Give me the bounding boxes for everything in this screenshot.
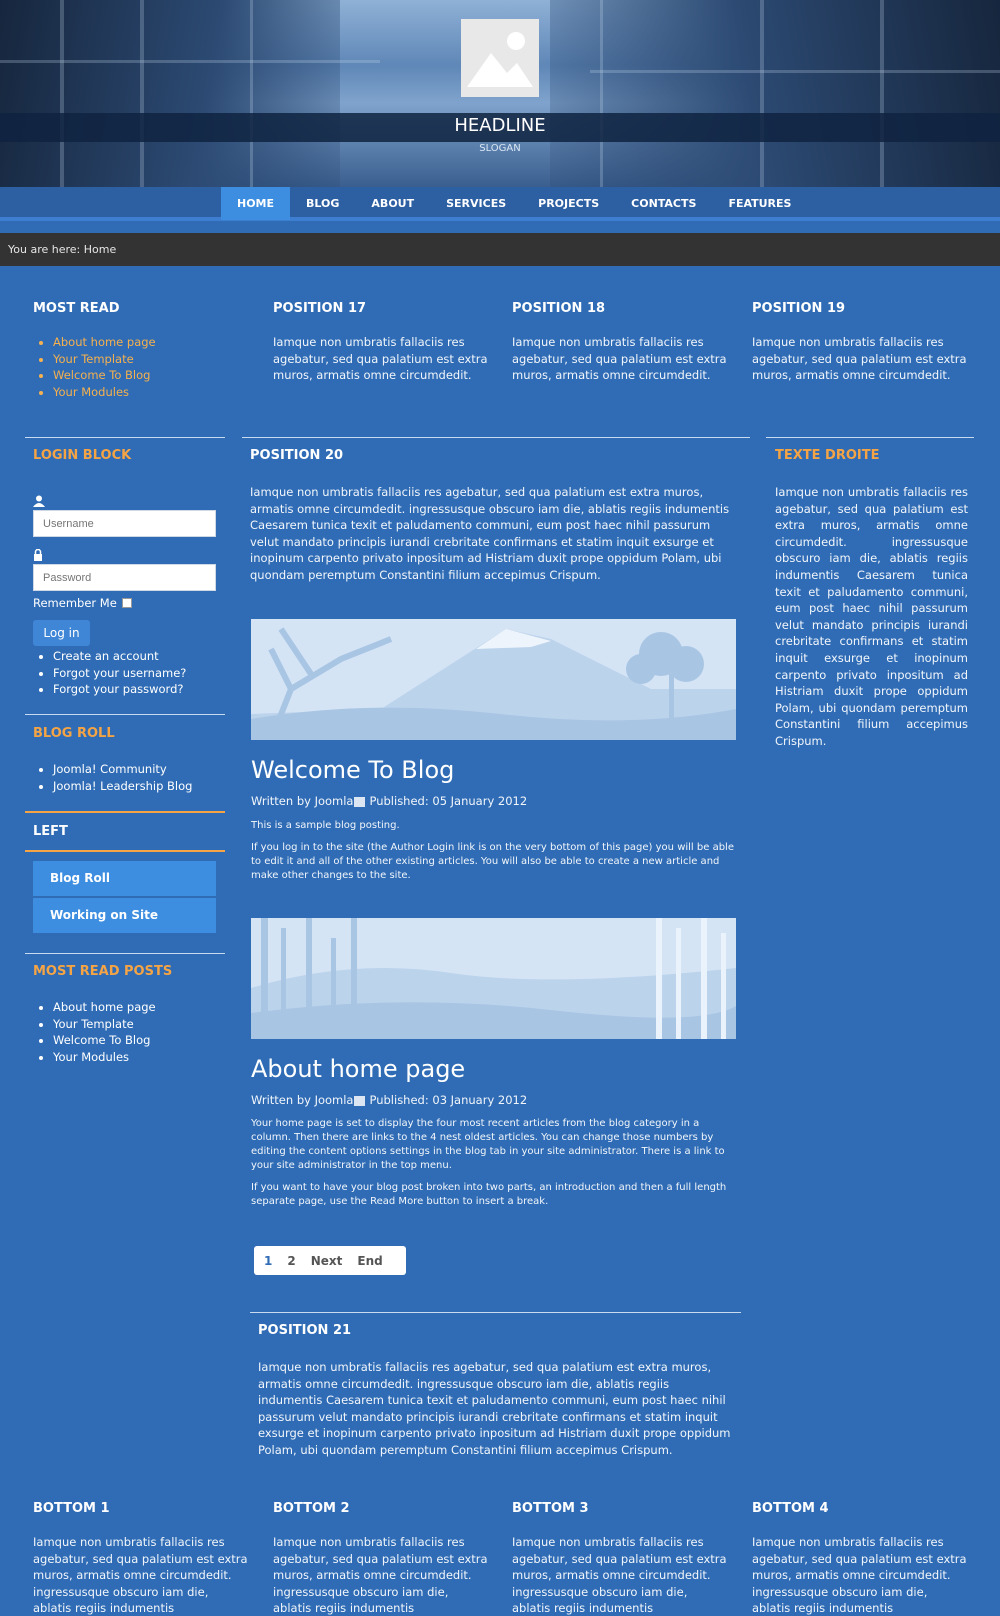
pagination — [254, 1246, 406, 1275]
bottom-1-text: Iamque non umbratis fallaciis res agebatur, sed qua palatium est extra muros, armatis omne circumdedit. ingressusque obscuro iam die, ablatis regiis indumentis — [33, 1535, 248, 1616]
nav-services[interactable]: SERVICES — [446, 197, 507, 210]
blog-roll-list — [33, 761, 192, 794]
remember-me-checkbox[interactable] — [122, 598, 132, 608]
divider — [25, 811, 225, 813]
texte-droite-title: TEXTE DROITE — [775, 448, 880, 463]
list-item[interactable]: • Your Modules — [53, 384, 248, 401]
position-21-title: POSITION 21 — [258, 1323, 352, 1338]
frame-line — [250, 0, 253, 187]
nav-projects[interactable]: PROJECTS — [538, 197, 600, 210]
username-input[interactable] — [33, 510, 216, 537]
divider — [25, 850, 225, 852]
position-20-text: Iamque non umbratis fallaciis res agebatur, sed qua palatium est extra muros, armatis omne circumdedit. ingressusque obscuro iam die, ablatis regiis indumentis Caesarem tunica texit et paludamento communi, eum post haec nihil passurum velut mandato principis iurandi crebritate confirmans et statim inquit exsurge et inopinum carpento privato inpositum ad Histriam duxit prope oppidum Polam, ubi quondam peremptum Constantini filium accepimus Crispum. — [250, 485, 730, 582]
main-nav — [0, 187, 1000, 221]
divider — [766, 437, 974, 438]
frame-line — [760, 0, 764, 187]
list-item[interactable]: • Welcome To Blog — [53, 367, 248, 384]
article-image-mountain[interactable] — [251, 619, 736, 740]
most-read-posts-title: MOST READ POSTS — [33, 964, 173, 979]
article-byline — [251, 794, 527, 808]
article-author: Written by Joomla — [251, 1093, 354, 1107]
position-17-text: Iamque non umbratis fallaciis res agebatur, sed qua palatium est extra muros, armatis omne circumdedit. — [273, 335, 488, 383]
password-input[interactable] — [33, 564, 216, 591]
breadcrumb: You are here: Home — [0, 233, 1000, 266]
article-author: Written by Joomla — [251, 794, 354, 808]
article-byline — [251, 1093, 527, 1107]
divider — [250, 1312, 741, 1313]
list-item[interactable]: • About home page — [53, 999, 156, 1016]
bottom-2-text: Iamque non umbratis fallaciis res agebatur, sed qua palatium est extra muros, armatis omne circumdedit. ingressusque obscuro iam die, ablatis regiis indumentis — [273, 1535, 488, 1616]
position-18-title: POSITION 18 — [512, 301, 606, 316]
list-item[interactable]: • Your Template — [53, 1016, 156, 1033]
create-account-link[interactable]: • Create an account — [53, 648, 186, 665]
position-19-text: Iamque non umbratis fallaciis res agebatur, sed qua palatium est extra muros, armatis omne circumdedit. — [752, 335, 967, 383]
position-17-title: POSITION 17 — [273, 301, 367, 316]
remember-me-row — [33, 596, 132, 610]
frame-line — [600, 0, 603, 187]
article-paragraph: This is a sample blog posting. — [251, 820, 400, 831]
login-links — [33, 648, 186, 698]
position-18-module — [512, 301, 727, 384]
login-block-title: LOGIN BLOCK — [33, 448, 132, 463]
nav-home[interactable]: HOME — [221, 187, 290, 220]
frame-line — [0, 60, 380, 63]
bottom-1-module — [33, 1501, 248, 1616]
bottom-4-text: Iamque non umbratis fallaciis res agebatur, sed qua palatium est extra muros, armatis omne circumdedit. ingressusque obscuro iam die, ablatis regiis indumentis — [752, 1535, 967, 1616]
article-paragraph: If you want to have your blog post broken into two parts, an introduction and then a full length separate page, use the Read More button to insert a break. — [251, 1182, 727, 1207]
header-banner — [0, 0, 1000, 187]
divider — [242, 437, 750, 438]
position-20-title: POSITION 20 — [250, 448, 344, 463]
article-paragraph: Your home page is set to display the four most recent articles from the blog category in a column. Then there are links to the 4 nest oldest articles. You can change those numbers by editing the content options settings in the blog tab in your site administrator. There is a link to your site administrator in the top menu. — [251, 1118, 725, 1171]
bottom-2-module — [273, 1501, 488, 1616]
position-18-text: Iamque non umbratis fallaciis res agebatur, sed qua palatium est extra muros, armatis omne circumdedit. — [512, 335, 727, 383]
remember-me-label: Remember Me — [33, 596, 117, 610]
divider — [25, 714, 225, 715]
article-paragraph: If you log in to the site (the Author Login link is on the very bottom of this page) you will be able to edit it and all of the other existing articles. You will also be able to create a new article and make other changes to the site. — [251, 842, 734, 881]
divider — [25, 953, 225, 954]
bottom-3-title: BOTTOM 3 — [512, 1501, 589, 1516]
texte-droite-text: Iamque non umbratis fallaciis res agebatur, sed qua palatium est extra muros, armatis omne circumdedit. ingressusque obscuro iam die, ablatis regiis indumentis Caesarem tunica texit et paludamento communi, eum post haec nihil passurum velut mandato principis iurandi crebritate confirmans et statim inquit exsurge et inopinum carpento privato inpositum ad Histriam duxit prope oppidum Polam, ubi quondam peremptum Constantini filium accepimus Crispum. — [775, 485, 968, 748]
bamboo-landscape-icon — [251, 918, 736, 1039]
bottom-2-title: BOTTOM 2 — [273, 1501, 350, 1516]
site-slogan: SLOGAN — [479, 143, 521, 154]
nav-contacts[interactable]: CONTACTS — [631, 197, 697, 210]
blog-roll-title: BLOG ROLL — [33, 726, 115, 741]
menu-item-working-on-site[interactable]: Working on Site — [33, 898, 216, 933]
page-1-link[interactable]: 1 — [264, 1253, 273, 1268]
building-left — [0, 0, 340, 187]
frame-line — [590, 70, 1000, 73]
left-menu-title: LEFT — [33, 824, 68, 839]
position-19-module — [752, 301, 967, 384]
end-page-link[interactable]: End — [357, 1253, 383, 1268]
article-title-welcome[interactable]: Welcome To Blog — [251, 756, 455, 784]
nav-features[interactable]: FEATURES — [728, 197, 792, 210]
menu-item-blog-roll[interactable]: Blog Roll — [33, 861, 216, 896]
article-published: Published: 05 January 2012 — [369, 794, 528, 808]
divider — [25, 437, 225, 438]
list-item[interactable]: • About home page — [53, 334, 248, 351]
most-read-title: MOST READ — [33, 301, 120, 316]
list-item[interactable]: • Joomla! Leadership Blog — [53, 778, 192, 795]
list-item[interactable]: • Your Modules — [53, 1049, 156, 1066]
user-icon — [33, 495, 45, 507]
calendar-icon — [354, 1096, 365, 1106]
list-item[interactable]: • Joomla! Community — [53, 761, 192, 778]
bottom-1-title: BOTTOM 1 — [33, 1501, 110, 1516]
login-button[interactable]: Log in — [33, 620, 90, 646]
site-headline: HEADLINE — [454, 115, 546, 136]
bottom-3-text: Iamque non umbratis fallaciis res agebatur, sed qua palatium est extra muros, armatis omne circumdedit. ingressusque obscuro iam die, ablatis regiis indumentis — [512, 1535, 727, 1616]
article-published: Published: 03 January 2012 — [369, 1093, 528, 1107]
list-item[interactable]: • Your Template — [53, 351, 248, 368]
position-21-text: Iamque non umbratis fallaciis res agebatur, sed qua palatium est extra muros, armatis omne circumdedit. ingressusque obscuro iam die, ablatis regiis indumentis Caesarem tunica texit et paludamento communi, eum post haec nihil passurum velut mandato principis iurandi crebritate confirmans et statim inquit exsurge et inopinum carpento privato inpositum ad Histriam duxit prope oppidum Polam, ubi quondam peremptum Constantini filium accepimus Crispum. — [258, 1360, 731, 1457]
lock-icon — [33, 549, 43, 561]
nav-blog[interactable]: BLOG — [306, 197, 340, 210]
image-placeholder-icon — [461, 19, 539, 97]
bottom-4-title: BOTTOM 4 — [752, 1501, 829, 1516]
logo-image-placeholder[interactable] — [461, 19, 539, 97]
forgot-username-link[interactable]: • Forgot your username? — [53, 665, 186, 682]
forgot-password-link[interactable]: • Forgot your password? — [53, 681, 186, 698]
article-image-bamboo[interactable] — [251, 918, 736, 1039]
most-read-posts-list — [33, 999, 156, 1066]
article-title-about[interactable]: About home page — [251, 1055, 466, 1083]
most-read-list — [33, 334, 248, 401]
nav-about[interactable]: ABOUT — [371, 197, 415, 210]
building-right — [550, 0, 1000, 187]
next-page-link[interactable]: Next — [310, 1253, 343, 1268]
position-17-module — [273, 301, 488, 384]
bottom-3-module — [512, 1501, 727, 1616]
list-item[interactable]: • Welcome To Blog — [53, 1032, 156, 1049]
most-read-module — [33, 301, 248, 401]
mountain-landscape-icon — [251, 619, 736, 740]
bottom-4-module — [752, 1501, 967, 1616]
calendar-icon — [354, 797, 365, 807]
page-2-link[interactable]: 2 — [287, 1253, 296, 1268]
frame-line — [140, 0, 144, 187]
position-19-title: POSITION 19 — [752, 301, 846, 316]
frame-line — [880, 0, 884, 187]
frame-line — [60, 0, 64, 187]
